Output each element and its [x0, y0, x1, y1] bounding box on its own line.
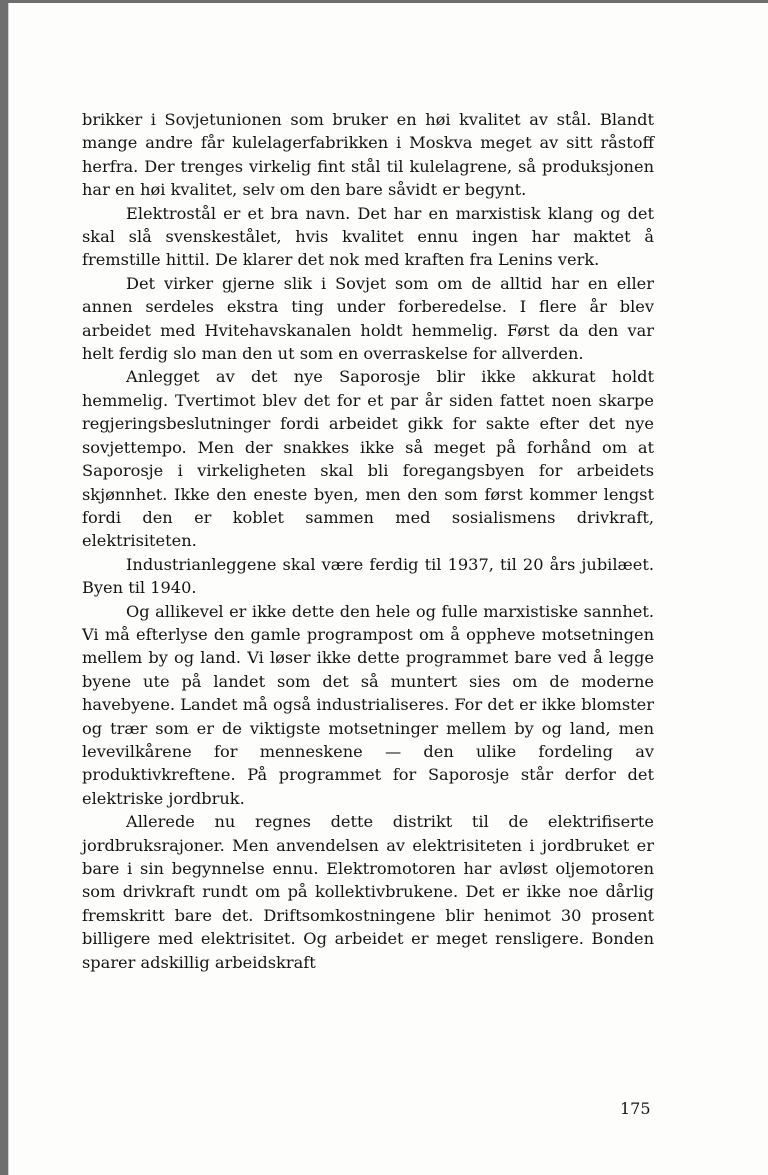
paragraph-1: brikker i Sovjetunionen som bruker en høi kvalitet av stål. Blandt mange andre får kulelagerfabrikken i Moskva meget av sitt råstoff herfra. Der trenges virkelig fint stål til kulelagrene, så produksjonen har en høi kvalitet, selv om den bare såvidt er begynt.: [82, 110, 654, 200]
book-page: [8, 3, 768, 1175]
paragraph-5: Industrianleggene skal være ferdig til 1937, til 20 års jubilæet. Byen til 1940.: [82, 554, 654, 598]
paragraph-6: Og allikevel er ikke dette den hele og fulle marxistiske sannhet. Vi må efterlyse den gamle programpost om å oppheve motsetningen mellem by og land. Vi løser ikke dette programmet bare ved å legge byene ute på landet som det så muntert sies om de moderne havebyene. Landet må også industrialiseres. For det er ikke blomster og trær som er de viktigste motsetninger mellem by og land, men levevilkårene for menneskene — den ulike fordeling av produktivkreftene. På programmet for Saporosje står derfor det elektriske jordbruk.: [82, 601, 654, 808]
body-text: [82, 108, 654, 974]
paragraph-3: Det virker gjerne slik i Sovjet som om de alltid har en eller annen serdeles ekstra ting under forberedelse. I flere år blev arbeidet med Hvitehavskanalen holdt hemmelig. Først da den var helt ferdig slo man den ut som en overraskelse for allverden.: [82, 273, 654, 364]
paragraph-2: Elektrostål er et bra navn. Det har en marxistisk klang og det skal slå svenskestålet, hvis kvalitet ennu ingen har maktet å fremstille hittil. De klarer det nok med kraften fra Lenins verk.: [82, 203, 654, 270]
page-number: 175: [620, 1099, 651, 1118]
paragraph-4: Anlegget av det nye Saporosje blir ikke akkurat holdt hemmelig. Tvertimot blev det for et par år siden fattet noen skarpe regjeringsbeslutninger fordi arbeidet gikk for sakte efter det nye sovjettempo. Men der snakkes ikke så meget på forhånd om at Saporosje i virkeligheten skal bli foregangsbyen for arbeidets skjønnhet. Ikke den eneste byen, men den som først kommer lengst fordi den er koblet sammen med sosialismens drivkraft, elektrisiteten.: [82, 367, 654, 551]
paragraph-7: Allerede nu regnes dette distrikt til de elektrifiserte jordbruksrajoner. Men anvendelsen av elektrisiteten i jordbruket er bare i sin begynnelse ennu. Elektromotoren har avløst oljemotoren som drivkraft rundt om på kollektivbrukene. Det er ikke noe dårlig fremskritt bare det. Driftsomkostningene blir henimot 30 prosent billigere med elektrisitet. Og arbeidet er meget rensligere. Bonden sparer adskillig arbeidskraft: [82, 812, 654, 972]
